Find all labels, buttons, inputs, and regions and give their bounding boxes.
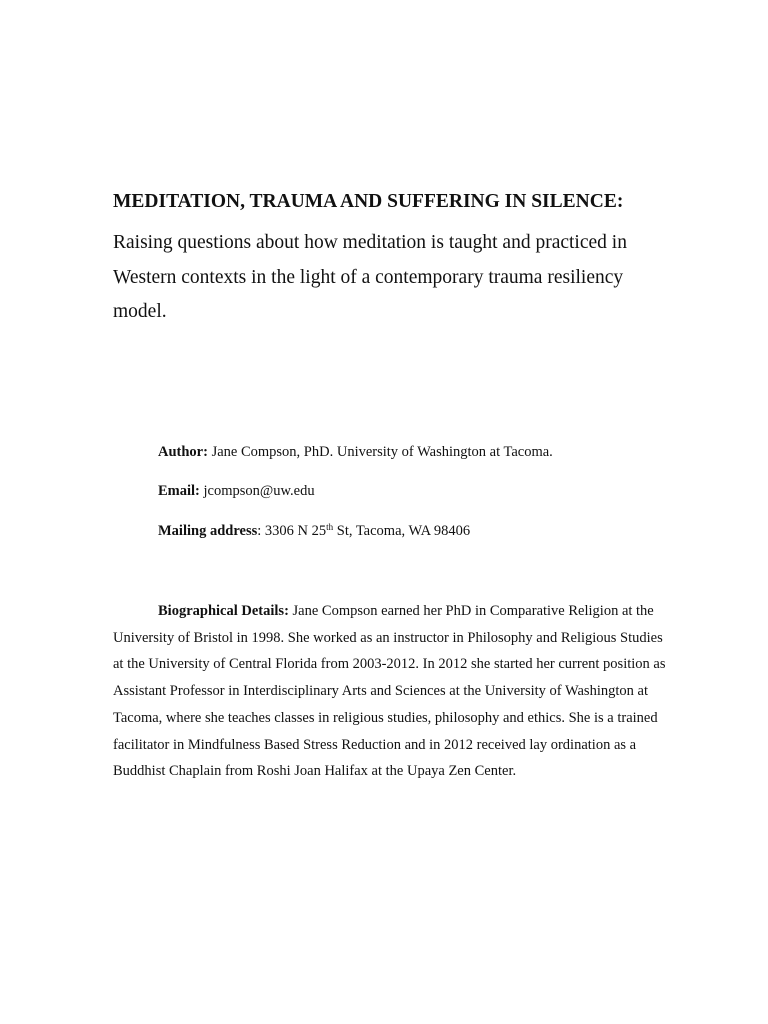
author-label: Author: <box>158 444 208 460</box>
mailing-address-superscript: th <box>326 522 334 532</box>
mailing-address-suffix: St, Tacoma, WA 98406 <box>333 523 471 539</box>
biographical-details-text: Jane Compson earned her PhD in Comparative Religion at the University of Bristol in 1998. She worked as an instructor in Philosophy and Religious Studies at the University of Central Florida from 2003-2012. In 2012 she started her current position as Assistant Professor in Interdisciplinary Arts and Sciences at the University of Washington at Tacoma, where she teaches classes in religious studies, philosophy and ethics. She is a trained facilitator in Mindfulness Based Stress Reduction and in 2012 received lay ordination as a Buddhist Chaplain from Roshi Joan Halifax at the Upaya Zen Center. <box>113 603 666 780</box>
email-value: jcompson@uw.edu <box>199 483 315 499</box>
email-line <box>158 482 315 500</box>
biographical-details-paragraph <box>113 598 673 785</box>
biographical-details-label: Biographical Details: <box>158 603 289 619</box>
document-title: MEDITATION, TRAUMA AND SUFFERING IN SILENCE: <box>113 191 624 212</box>
mailing-address-line <box>158 522 470 540</box>
author-line <box>158 443 553 461</box>
email-label: Email: <box>158 483 200 499</box>
document-subtitle: Raising questions about how meditation is taught and practiced in Western contexts in the light of a contemporary trauma resiliency model. <box>113 232 627 322</box>
mailing-address-prefix: : 3306 N 25 <box>257 523 327 539</box>
mailing-address-label: Mailing address <box>158 523 258 539</box>
author-value: Jane Compson, PhD. University of Washington at Tacoma. <box>207 444 553 460</box>
